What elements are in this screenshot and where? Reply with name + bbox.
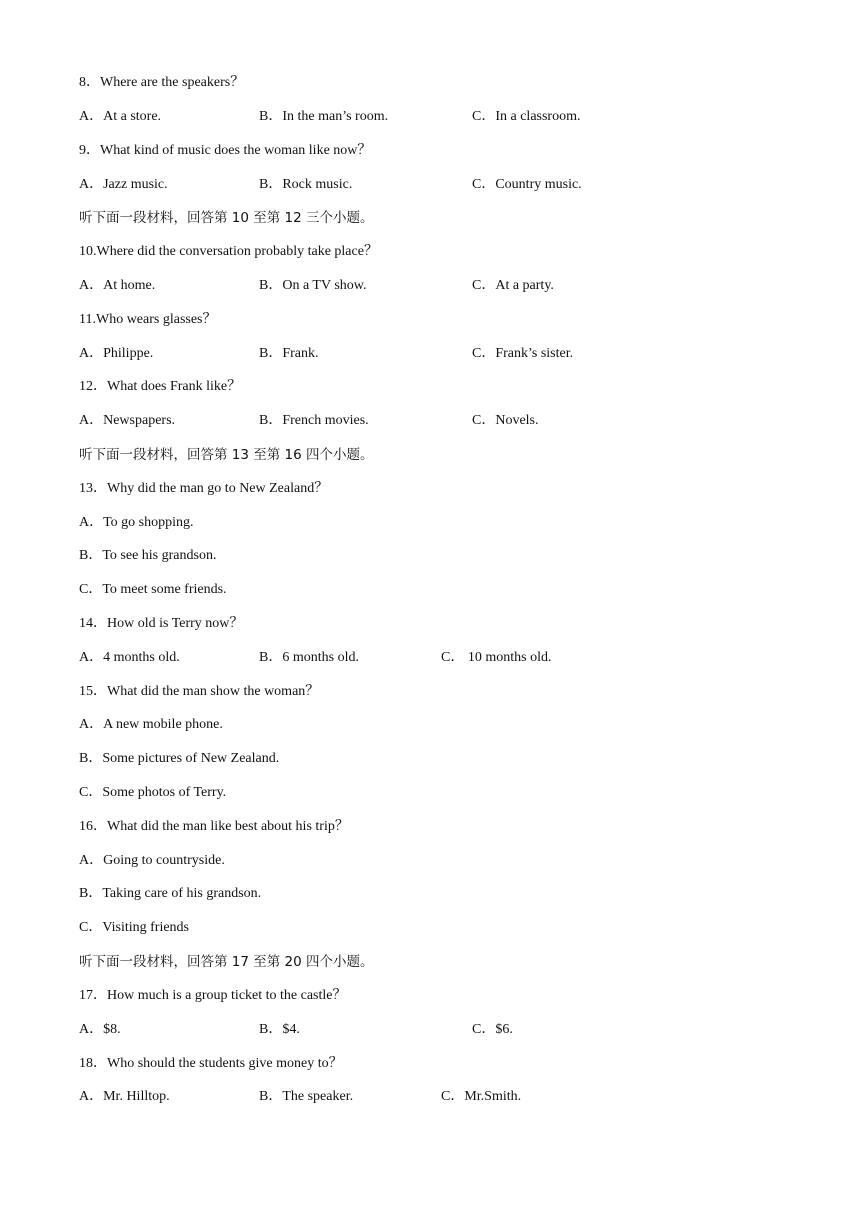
option-9a: A．Jazz music. (79, 177, 168, 192)
option-10b: B．On a TV show. (259, 278, 367, 293)
question-13: 13．Why did the man go to New Zealand？ (79, 481, 329, 496)
section-heading-13-16: 听下面一段材料，回答第 13 至第 16 四个小题。 (79, 447, 374, 463)
option-8b: B．In the man’s room. (259, 109, 389, 124)
option-16c: C．Visiting friends (79, 920, 189, 935)
option-15a: A．A new mobile phone. (79, 717, 223, 732)
option-13c: C．To meet some friends. (79, 582, 227, 597)
question-15: 15．What did the man show the woman？ (79, 684, 320, 699)
option-17c: C．$6. (472, 1022, 513, 1037)
option-9b: B．Rock music. (259, 177, 353, 192)
option-16b: B．Taking care of his grandson. (79, 886, 262, 901)
question-10: 10.Where did the conversation probably take place？ (79, 244, 378, 259)
option-11a: A．Philippe. (79, 346, 154, 361)
section-heading-17-20: 听下面一段材料，回答第 17 至第 20 四个小题。 (79, 954, 374, 970)
option-15c: C．Some photos of Terry. (79, 785, 227, 800)
option-8c: C．In a classroom. (472, 109, 581, 124)
section-heading-10-12: 听下面一段材料，回答第 10 至第 12 三个小题。 (79, 210, 374, 226)
question-12: 12．What does Frank like？ (79, 379, 242, 394)
question-14: 14．How old is Terry now？ (79, 616, 244, 631)
option-14a: A．4 months old. (79, 650, 180, 665)
option-10a: A．At home. (79, 278, 156, 293)
question-16: 16．What did the man like best about his trip？ (79, 819, 349, 834)
option-18a: A．Mr. Hilltop. (79, 1089, 170, 1104)
question-17: 17．How much is a group ticket to the castle？ (79, 988, 347, 1003)
option-12a: A．Newspapers. (79, 413, 176, 428)
option-10c: C．At a party. (472, 278, 554, 293)
option-17a: A．$8. (79, 1022, 121, 1037)
option-15b: B．Some pictures of New Zealand. (79, 751, 280, 766)
option-12b: B．French movies. (259, 413, 369, 428)
question-8: 8．Where are the speakers？ (79, 75, 245, 90)
option-16a: A．Going to countryside. (79, 853, 225, 868)
option-18c: C．Mr.Smith. (441, 1089, 522, 1104)
option-9c: C．Country music. (472, 177, 582, 192)
question-18: 18．Who should the students give money to？ (79, 1056, 343, 1071)
question-11: 11.Who wears glasses？ (79, 312, 217, 327)
option-13a: A．To go shopping. (79, 515, 194, 530)
option-18b: B．The speaker. (259, 1089, 354, 1104)
option-8a: A．At a store. (79, 109, 162, 124)
question-9: 9．What kind of music does the woman like now？ (79, 143, 372, 158)
option-11b: B．Frank. (259, 346, 319, 361)
option-14c: C． 10 months old. (441, 650, 552, 665)
option-14b: B．6 months old. (259, 650, 359, 665)
option-13b: B．To see his grandson. (79, 548, 217, 563)
option-11c: C．Frank’s sister. (472, 346, 574, 361)
option-17b: B．$4. (259, 1022, 300, 1037)
option-12c: C．Novels. (472, 413, 539, 428)
